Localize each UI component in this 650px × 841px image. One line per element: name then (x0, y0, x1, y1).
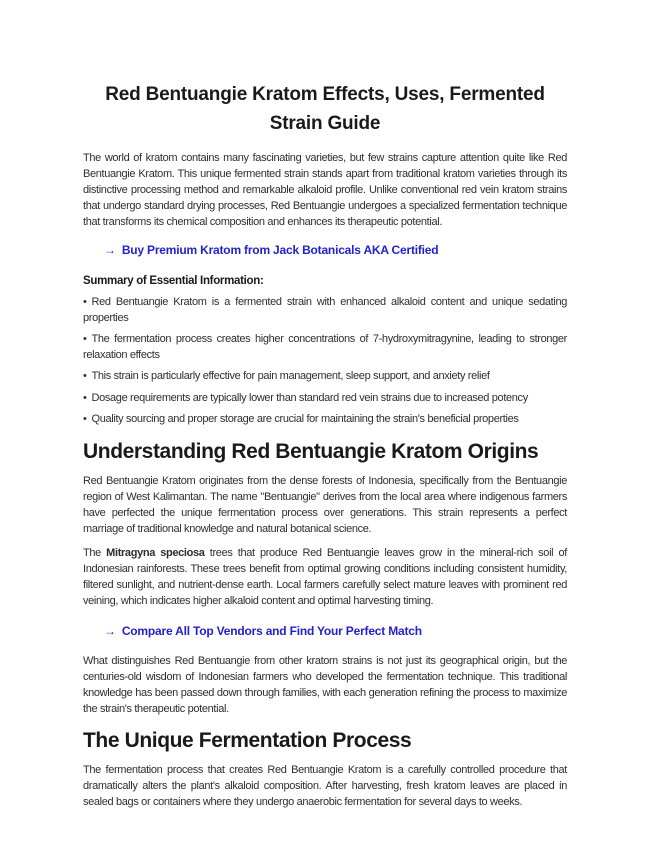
section-heading-origins: Understanding Red Bentuangie Kratom Origins (83, 439, 539, 463)
fermentation-paragraph-1: The fermentation process that creates Red Bentuangie Kratom is a carefully controlled procedure that dramatically alters the plant's alkaloid composition. After harvesting, fresh kratom leaves are placed in sealed bags or containers where they undergo anaerobic fermentation for several days to weeks. (83, 763, 567, 808)
bullet-icon: • (83, 413, 87, 425)
bullet-icon: • (83, 370, 87, 382)
buy-premium-link-row (83, 242, 567, 258)
section-heading-fermentation: The Unique Fermentation Process (83, 728, 412, 752)
origins-paragraph-3: What distinguishes Red Bentuangie from other kratom strains is not just its geographical origin, but the centuries-old wisdom of Indonesian farmers who developed the fermentation technique. This traditional knowledge has been passed down through families, with each generation refining the process to maximize the strain's therapeutic potential. (83, 654, 567, 715)
origins-paragraph-2-post: trees that produce Red Bentuangie leaves grow in the mineral-rich soil of Indonesian rainforests. These trees benefit from optimal growing conditions including consistent humidity, filtered sunlight, and nutrient-dense earth. Local farmers carefully select mature leaves with prominent red veining, which indicates higher alkaloid content and optimal harvesting timing. (83, 546, 567, 607)
buy-premium-kratom-link[interactable]: Buy Premium Kratom from Jack Botanicals AKA Certified (121, 243, 439, 257)
origins-paragraph-1: Red Bentuangie Kratom originates from the dense forests of Indonesia, specifically from the Bentuangie region of West Kalimantan. The name "Bentuangie" derives from the local area where indigenous farmers have perfected the unique fermentation process over generations. This strain represents a perfect marriage of traditional knowledge and natural botanical science. (83, 474, 567, 535)
bullet-text: Quality sourcing and proper storage are crucial for maintaining the strain's beneficial properties (91, 413, 519, 425)
bullet-text: Red Bentuangie Kratom is a fermented strain with enhanced alkaloid content and unique sedating properties (83, 296, 567, 324)
bullet-icon: • (83, 391, 87, 404)
bullet-item-dosage (83, 391, 567, 407)
compare-vendors-link-row (83, 623, 567, 639)
origins-paragraph-2-pre: The (83, 546, 107, 559)
bullet-item-effectiveness (83, 369, 567, 385)
compare-vendors-link[interactable]: Compare All Top Vendors and Find Your Perfect Match (121, 623, 422, 638)
right-arrow-icon: → (104, 243, 116, 257)
intro-paragraph: The world of kratom contains many fascinating varieties, but few strains capture attention quite like Red Bentuangie Kratom. This unique fermented strain stands apart from traditional kratom varieties through its distinctive processing method and remarkable alkaloid profile. Unlike conventional red vein kratom strains that undergo standard drying processes, Red Bentuangie undergoes a specialized fermentation technique that transforms its chemical composition and enhances its therapeutic potential. (83, 152, 567, 228)
bullet-text: This strain is particularly effective for pain management, sleep support, and anxiety relief (91, 370, 490, 382)
latin-species-name: Mitragyna speciosa (106, 546, 205, 559)
bullet-item-fermentation-process (83, 332, 567, 363)
bullet-text: The fermentation process creates higher concentrations of 7-hydroxymitragynine, leading to stronger relaxation effects (83, 333, 567, 361)
bullet-icon: • (83, 296, 87, 308)
bullet-icon: • (83, 333, 87, 345)
page-title: Red Bentuangie Kratom Effects, Uses, Fermented Strain Guide (105, 84, 545, 134)
origins-paragraph-2 (83, 545, 567, 609)
bullet-text: Dosage requirements are typically lower than standard red vein strains due to increased potency (91, 391, 528, 404)
bullet-item-alkaloid-content (83, 295, 567, 326)
summary-heading: Summary of Essential Information: (83, 275, 264, 287)
bullet-item-quality-sourcing (83, 412, 567, 428)
right-arrow-icon: → (104, 623, 116, 638)
